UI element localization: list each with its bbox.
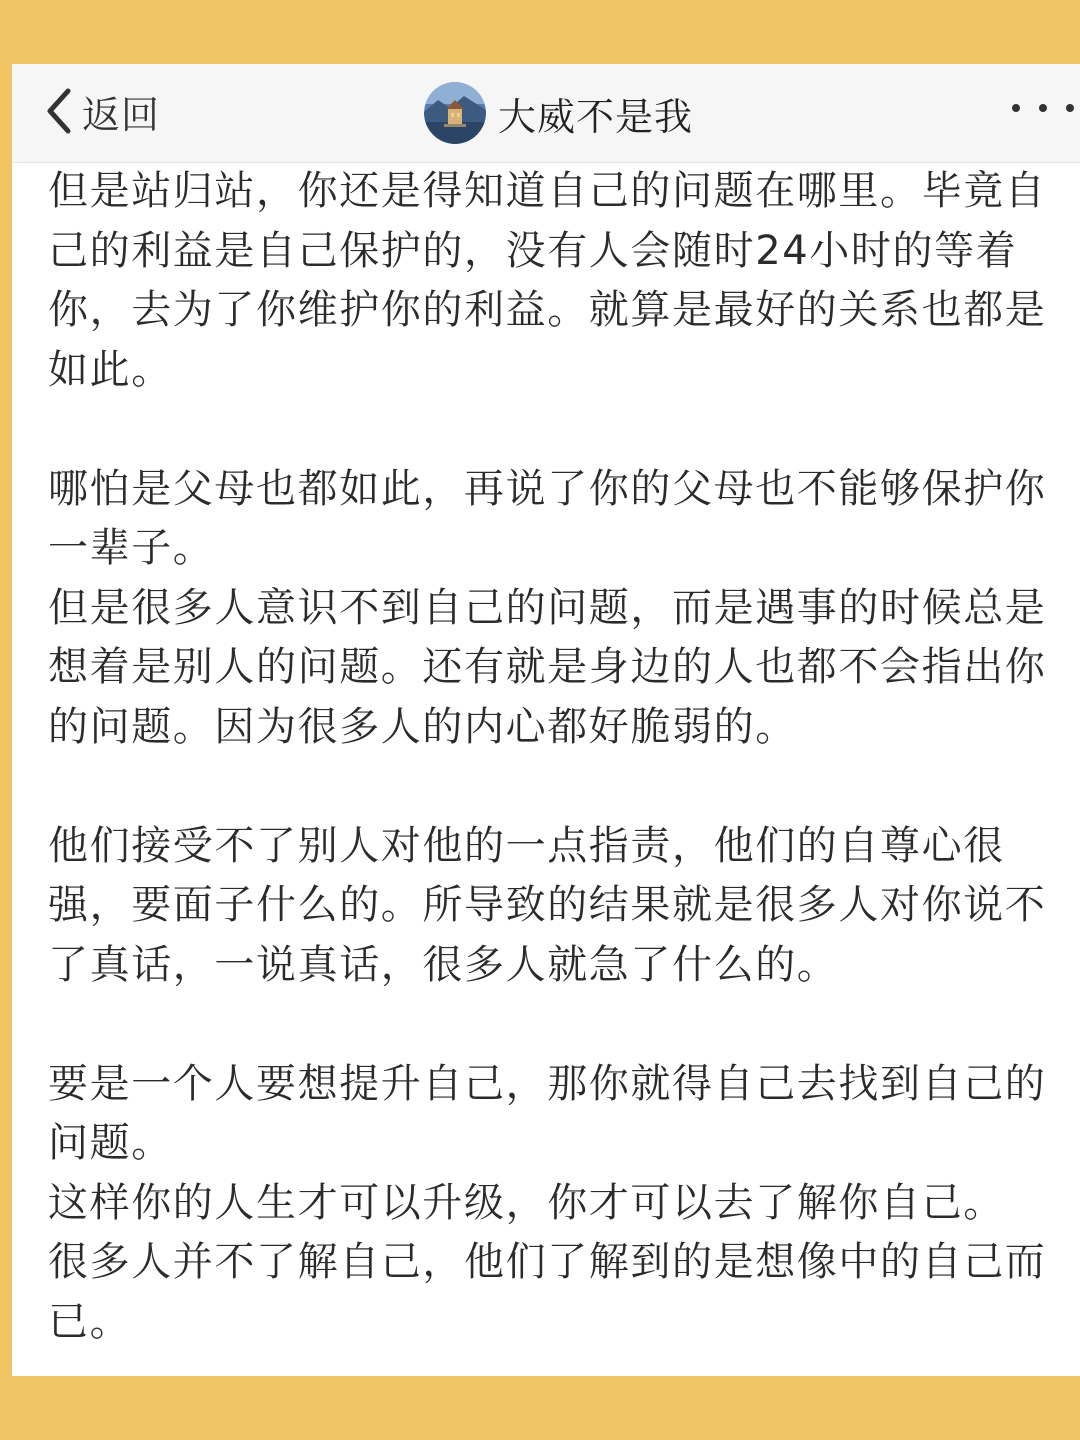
paragraph-spacer <box>48 400 1058 460</box>
avatar[interactable] <box>424 82 486 144</box>
navigation-bar <box>12 64 1080 163</box>
article-paragraph: 哪怕是父母也都如此，再说了你的父母也不能够保护你一辈子。 但是很多人意识不到自己的问题，而是遇事的时候总是想着是别人的问题。还有就是身边的人也都不会指出你的问题。因为很多人的内心都好脆弱的。 <box>48 465 1047 750</box>
more-horizontal-icon <box>1066 104 1074 112</box>
article-paragraph: 要是一个人要想提升自己，那你就得自己去找到自己的问题。 这样你的人生才可以升级，你才可以去了解你自己。 很多人并不了解自己，他们了解到的是想像中的自己而已。 <box>48 1060 1047 1345</box>
article-paragraph: 但是站归站，你还是得知道自己的问题在哪里。毕竟自己的利益是自己保护的，没有人会随时24小时的等着你，去为了你维护你的利益。就算是最好的关系也都是如此。 <box>48 168 1047 393</box>
more-horizontal-icon <box>1012 104 1020 112</box>
app-window <box>12 64 1080 1376</box>
chevron-left-icon <box>38 83 78 139</box>
paragraph-spacer <box>48 995 1058 1055</box>
paragraph-spacer <box>48 757 1058 817</box>
article-paragraph: 他们接受不了别人对他的一点指责，他们的自尊心很强，要面子什么的。所导致的结果就是很多人对你说不了真话，一说真话，很多人就急了什么的。 <box>48 822 1047 988</box>
back-button[interactable] <box>38 78 160 144</box>
more-horizontal-icon <box>1039 104 1047 112</box>
back-label: 返回 <box>82 92 161 137</box>
author-profile[interactable] <box>424 74 693 152</box>
article-body <box>48 162 1058 1376</box>
author-name: 大威不是我 <box>498 94 694 139</box>
more-options-button[interactable] <box>1008 86 1078 130</box>
